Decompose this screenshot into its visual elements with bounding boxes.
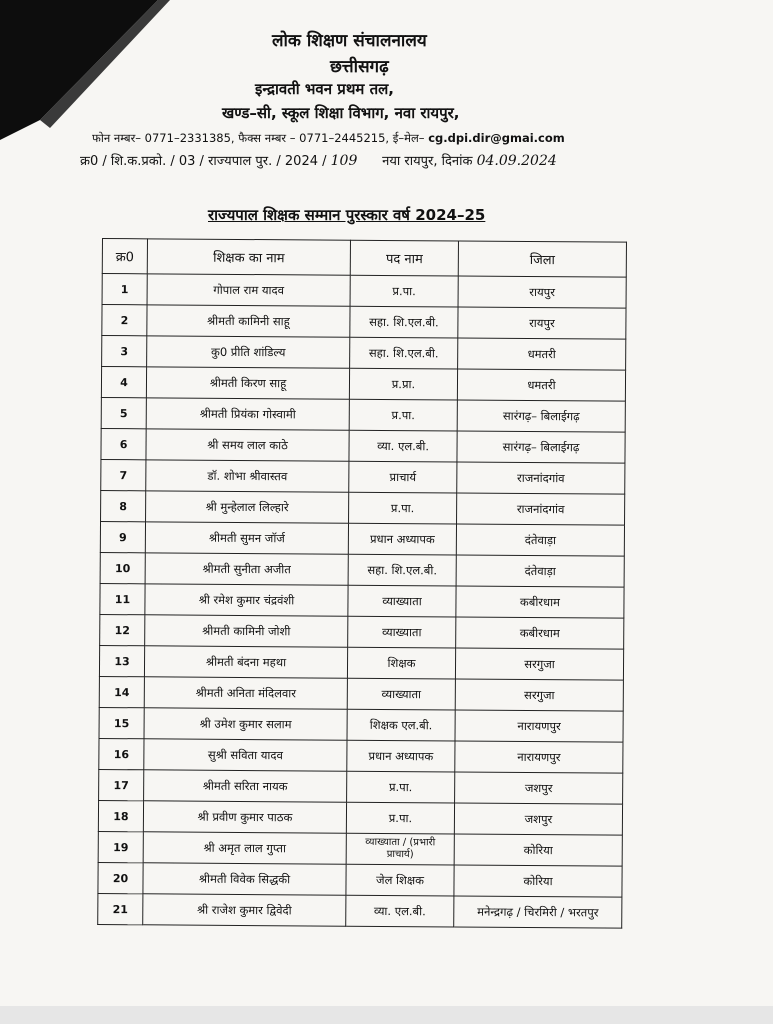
state-name: छत्तीसगढ़ [330, 57, 389, 77]
district-cell: सरगुजा [455, 648, 623, 680]
serial-number-cell: 18 [98, 800, 143, 831]
table-row [98, 800, 622, 835]
post-cell: शिक्षक [347, 647, 455, 679]
post-cell: व्याख्याता / (प्रभारी प्राचार्य) [346, 833, 454, 865]
post-cell: प्रधान अध्यापक [347, 740, 455, 772]
table-row [99, 707, 623, 742]
table-row [101, 428, 625, 463]
serial-number-cell: 20 [98, 862, 143, 893]
serial-number-cell: 12 [100, 614, 145, 645]
table-row [100, 614, 624, 649]
table-row [98, 831, 622, 866]
district-cell: नारायणपुर [455, 741, 623, 773]
district-cell: कबीरधाम [456, 617, 624, 649]
district-cell: कबीरधाम [456, 586, 624, 618]
table-row [99, 738, 623, 773]
district-cell: कोरिया [454, 865, 622, 897]
table-row [99, 645, 623, 680]
post-cell: प्र.पा. [349, 399, 457, 431]
district-cell: राजनांदगांव [457, 462, 625, 494]
serial-number-cell: 21 [98, 893, 143, 924]
serial-number-cell: 2 [102, 305, 147, 336]
header-district: जिला [458, 241, 626, 277]
table-row [100, 583, 624, 618]
post-cell: सहा. शि.एल.बी. [348, 554, 456, 586]
teacher-name-cell: श्रीमती सुनीता अजीत [145, 553, 348, 585]
post-cell: सहा. शि.एल.बी. [350, 337, 458, 369]
table-row [101, 367, 625, 402]
teacher-name-cell: डॉ. शोभा श्रीवास्तव [146, 460, 349, 492]
header-serial: क्र0 [102, 239, 147, 274]
post-cell: व्या. एल.बी. [349, 430, 457, 462]
teacher-name-cell: श्री रमेश कुमार चंद्रवंशी [145, 584, 348, 616]
district-cell: सारंगढ़– बिलाईगढ़ [457, 400, 625, 432]
email-label: ई–मेल– [392, 131, 425, 145]
header-teacher-name: शिक्षक का नाम [147, 239, 350, 275]
district-cell: दंतेवाड़ा [456, 524, 624, 556]
table-row [101, 459, 625, 494]
serial-number-cell: 9 [100, 521, 145, 552]
header-post: पद नाम [350, 240, 458, 276]
handwritten-reference: 109 [330, 153, 358, 169]
district-cell: जशपुर [454, 803, 622, 835]
serial-number-cell: 11 [100, 583, 145, 614]
post-cell: व्याख्याता [348, 616, 456, 648]
post-cell: प्र.प्रा. [349, 368, 457, 400]
post-cell: प्र.पा. [350, 275, 458, 307]
awardee-table [97, 238, 627, 929]
district-cell: सरगुजा [455, 679, 623, 711]
serial-number-cell: 3 [102, 336, 147, 367]
post-cell: सहा. शि.एल.बी. [350, 306, 458, 338]
document-title: राज्यपाल शिक्षक सम्मान पुरस्कार वर्ष 2024–25 [208, 206, 486, 224]
table-row [102, 336, 626, 371]
district-cell: रायपुर [458, 307, 626, 339]
district-cell: नारायणपुर [455, 710, 623, 742]
table-row [98, 862, 622, 897]
district-cell: धमतरी [457, 369, 625, 401]
table-row [100, 552, 624, 587]
address-line-1: इन्द्रावती भवन प्रथम तल, [255, 80, 395, 98]
teacher-name-cell: श्रीमती अनिता मंदिलवार [144, 677, 347, 709]
table-row [98, 893, 622, 928]
serial-number-cell: 5 [101, 397, 146, 428]
post-cell: व्या. एल.बी. [346, 895, 454, 927]
teacher-name-cell: सुश्री सविता यादव [144, 739, 347, 771]
teacher-name-cell: गोपाल राम यादव [147, 274, 350, 306]
table-row [99, 676, 623, 711]
serial-number-cell: 10 [100, 552, 145, 583]
district-cell: राजनांदगांव [457, 493, 625, 525]
serial-number-cell: 16 [99, 738, 144, 769]
post-cell: प्रधान अध्यापक [348, 523, 456, 555]
table-header-row [102, 239, 626, 278]
office-name: लोक शिक्षण संचालनालय [272, 31, 427, 51]
table-row [102, 305, 626, 340]
serial-number-cell: 4 [101, 367, 146, 398]
teacher-name-cell: श्रीमती सरिता नायक [144, 770, 347, 802]
email-address: cg.dpi.dir@gmai.com [428, 131, 565, 145]
serial-number-cell: 13 [99, 645, 144, 676]
place-date-label: नया रायपुर, दिनांक [382, 154, 473, 169]
district-cell: सारंगढ़– बिलाईगढ़ [457, 431, 625, 463]
district-cell: मनेन्द्रगढ़ / चिरमिरी / भरतपुर [454, 896, 622, 928]
serial-number-cell: 15 [99, 707, 144, 738]
handwritten-date: 04.09.2024 [476, 153, 557, 169]
post-cell: प्र.पा. [346, 802, 454, 834]
reference-number: क्र0 / शि.क.प्रको. / 03 / राज्यपाल पुर. / 2024 / [80, 154, 327, 169]
post-cell: प्र.पा. [349, 492, 457, 524]
serial-number-cell: 14 [99, 676, 144, 707]
teacher-name-cell: श्रीमती कामिनी साहू [147, 305, 350, 337]
teacher-name-cell: श्रीमती किरण साहू [146, 367, 349, 399]
teacher-name-cell: श्रीमती प्रियंका गोस्वामी [146, 398, 349, 430]
post-cell: शिक्षक एल.बी. [347, 709, 455, 741]
table-row [101, 397, 625, 432]
phone-number: फोन नम्बर– 0771–2331385, [92, 131, 235, 145]
serial-number-cell: 17 [99, 769, 144, 800]
district-cell: धमतरी [458, 338, 626, 370]
serial-number-cell: 1 [102, 274, 147, 305]
post-cell: प्र.पा. [347, 771, 455, 803]
contact-line [92, 131, 565, 146]
table-row [99, 769, 623, 804]
serial-number-cell: 8 [101, 490, 146, 521]
reference-line [80, 151, 557, 169]
teacher-name-cell: कु0 प्रीति शांडिल्य [147, 336, 350, 368]
post-cell: प्राचार्य [349, 461, 457, 493]
post-cell: जेल शिक्षक [346, 864, 454, 896]
table-body [98, 274, 627, 929]
address-line-2: खण्ड–सी, स्कूल शिक्षा विभाग, नवा रायपुर, [222, 104, 460, 122]
table-row [102, 274, 626, 309]
table-row [100, 521, 624, 556]
teacher-name-cell: श्री उमेश कुमार सलाम [144, 708, 347, 740]
district-cell: जशपुर [455, 772, 623, 804]
serial-number-cell: 19 [98, 831, 143, 862]
teacher-name-cell: श्रीमती कामिनी जोशी [145, 615, 348, 647]
scan-bottom-edge [0, 1006, 773, 1024]
teacher-name-cell: श्रीमती विवेक सिद्धकी [143, 863, 346, 895]
table-row [101, 490, 625, 525]
teacher-name-cell: श्री अमृत लाल गुप्ता [143, 832, 346, 864]
teacher-name-cell: श्री समय लाल काठे [146, 429, 349, 461]
serial-number-cell: 7 [101, 459, 146, 490]
teacher-name-cell: श्री मुन्हेलाल लिल्हारे [146, 491, 349, 523]
district-cell: कोरिया [454, 834, 622, 866]
teacher-name-cell: श्रीमती बंदना महथा [144, 646, 347, 678]
fax-number: फैक्स नम्बर – 0771–2445215, [238, 131, 390, 145]
teacher-name-cell: श्रीमती सुमन जॉर्ज [145, 522, 348, 554]
teacher-name-cell: श्री प्रवीण कुमार पाठक [143, 801, 346, 833]
district-cell: रायपुर [458, 276, 626, 308]
district-cell: दंतेवाड़ा [456, 555, 624, 587]
post-cell: व्याख्याता [347, 678, 455, 710]
teacher-name-cell: श्री राजेश कुमार द्विवेदी [143, 894, 346, 926]
post-cell: व्याख्याता [348, 585, 456, 617]
serial-number-cell: 6 [101, 428, 146, 459]
